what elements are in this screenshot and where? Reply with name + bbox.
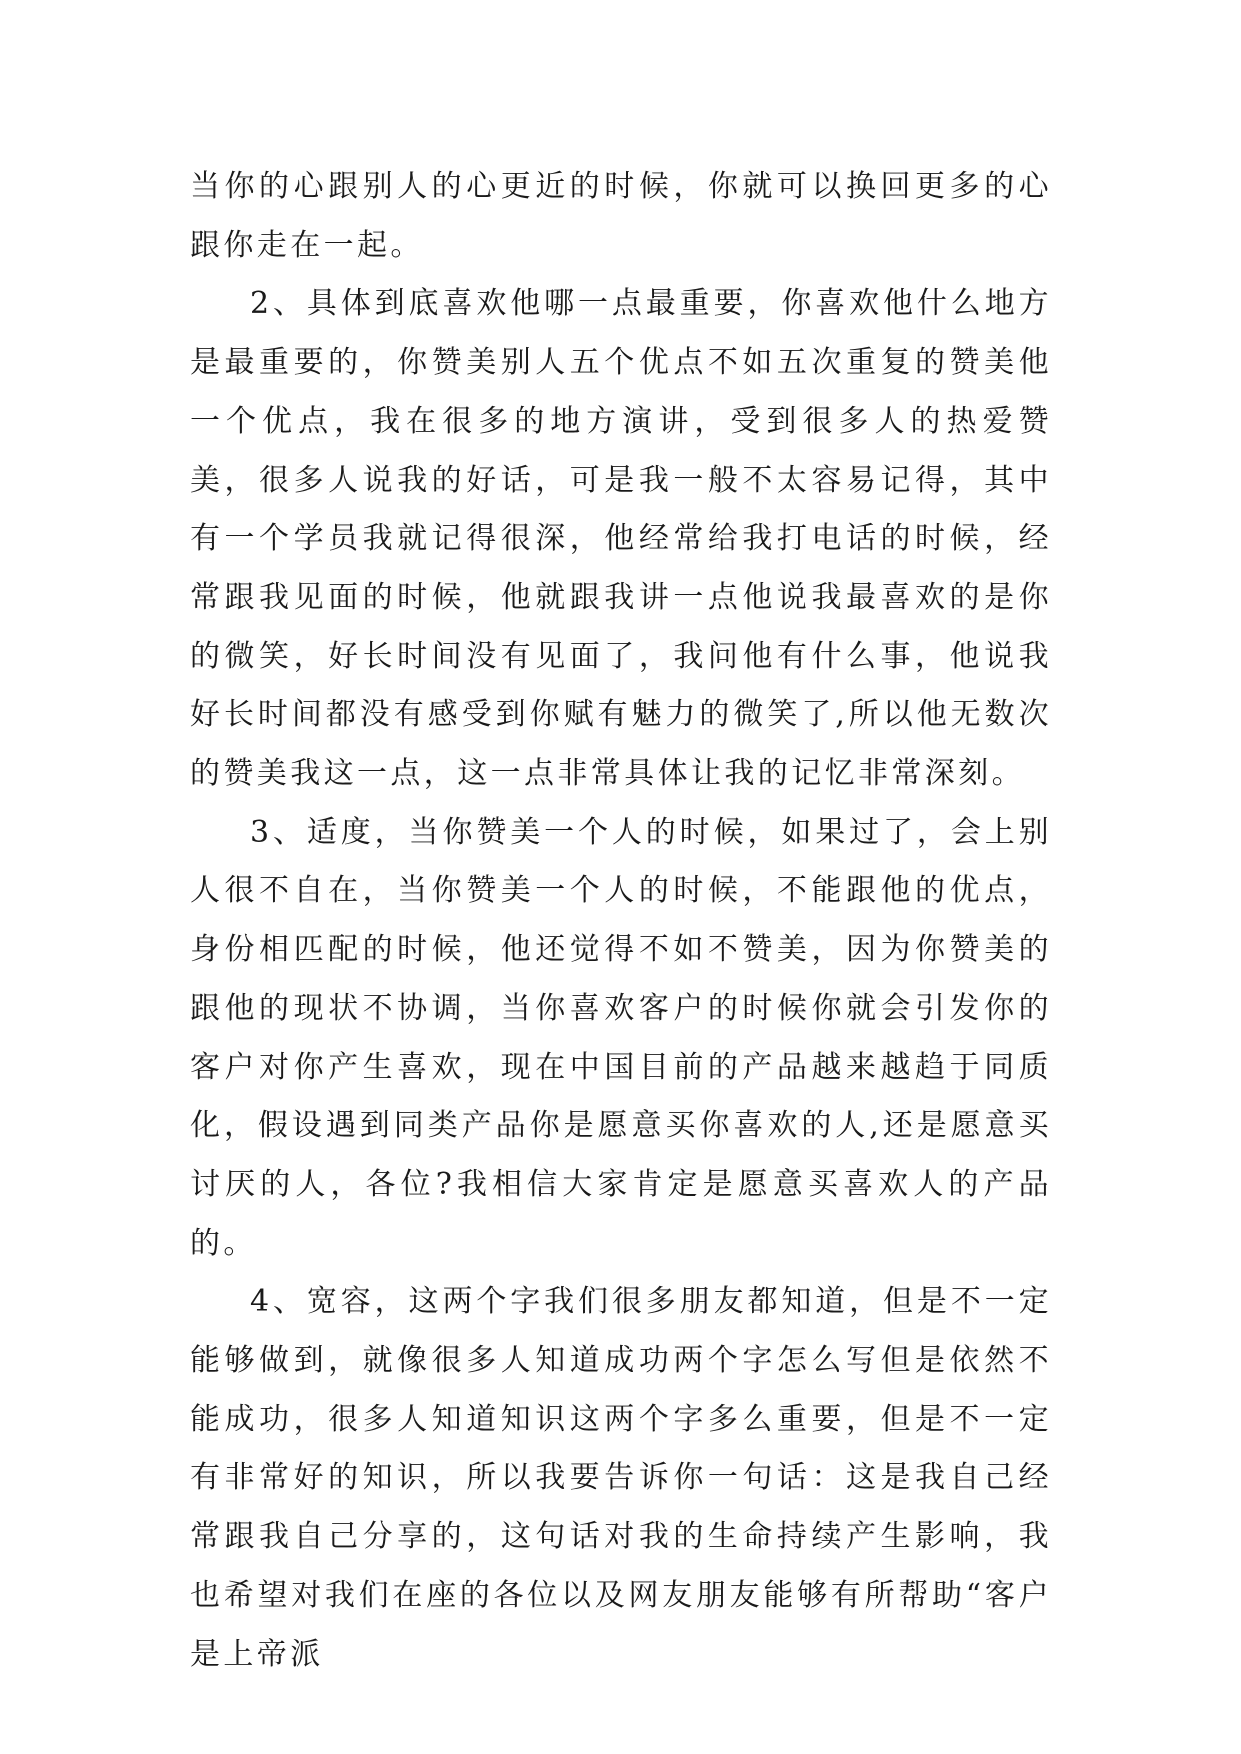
paragraph-point-2: 2、具体到底喜欢他哪一点最重要，你喜欢他什么地方是最重要的，你赞美别人五个优点不如五次重复的赞美他一个优点，我在很多的地方演讲，受到很多人的热爱赞美，很多人说我的好话，可是我一般不太容易记得，其中有一个学员我就记得很深，他经常给我打电话的时候，经常跟我见面的时候，他就跟我讲一点他说我最喜欢的是你的微笑，好长时间没有见面了，我问他有什么事，他说我好长时间都没有感受到你赋有魅力的微笑了,所以他无数次的赞美我这一点，这一点非常具体让我的记忆非常深刻。	[190, 286, 1052, 792]
paragraph-point-3: 3、适度，当你赞美一个人的时候，如果过了，会上别人很不自在，当你赞美一个人的时候，不能跟他的优点，身份相匹配的时候，他还觉得不如不赞美，因为你赞美的跟他的现状不协调，当你喜欢客户的时候你就会引发你的客户对你产生喜欢，现在中国目前的产品越来越趋于同质化，假设遇到同类产品你是愿意买你喜欢的人,还是愿意买讨厌的人，各位?我相信大家肯定是愿意买喜欢人的产品的。	[190, 814, 1052, 1261]
body-text	[190, 158, 1052, 1684]
paragraph-continuation: 当你的心跟别人的心更近的时候，你就可以换回更多的心跟你走在一起。	[190, 169, 1052, 263]
paragraph-point-4: 4、宽容，这两个字我们很多朋友都知道，但是不一定能够做到，就像很多人知道成功两个字怎么写但是依然不能成功，很多人知道知识这两个字多么重要，但是不一定有非常好的知识，所以我要告诉你一句话：这是我自己经常跟我自己分享的，这句话对我的生命持续产生影响，我也希望对我们在座的各位以及网友朋友能够有所帮助“客户是上帝派	[190, 1284, 1052, 1672]
